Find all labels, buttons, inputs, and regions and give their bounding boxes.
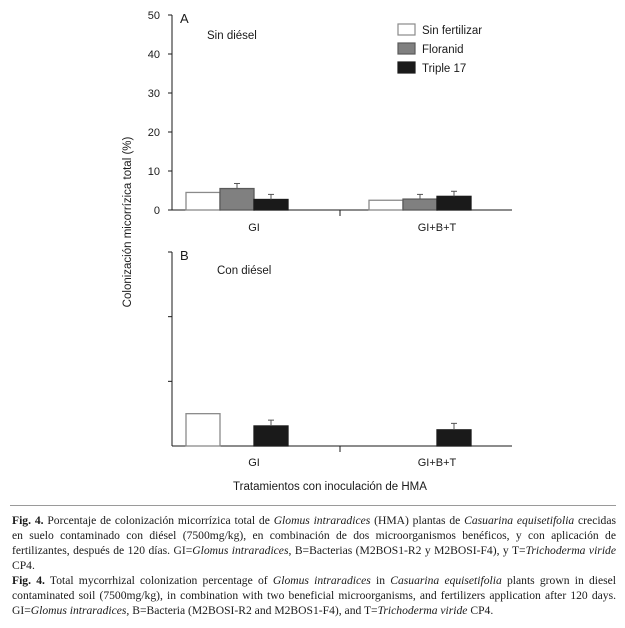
caption-en-part-6: B=Bacteria (M2BOSI-R2 and M2BOS1-F4), and T= (129, 604, 378, 617)
caption-label-en: Fig. 4. (12, 574, 45, 587)
legend-label: Sin fertilizar (422, 25, 483, 37)
y-tick-label: 0 (153, 205, 160, 217)
caption-es-part-1: Glomus intraradices (273, 514, 371, 527)
bar-triple-17 (437, 430, 471, 446)
panel-label: B (180, 248, 189, 263)
panel-title: Con diésel (217, 265, 272, 277)
y-tick-label: 10 (147, 166, 160, 178)
caption-spanish (12, 513, 616, 573)
caption-es-part-2: (HMA) plantas de (370, 514, 465, 527)
legend-label: Floranid (422, 44, 464, 56)
caption-en-part-7: Trichoderma viride (377, 604, 468, 617)
caption-text-en (12, 574, 616, 617)
caption-label-es: Fig. 4. (12, 514, 44, 527)
bar-sin-fertilizar (186, 414, 220, 446)
caption-es-part-4: crecidas en suelo contaminado con diésel (7500mg/kg), en combinación de dos microorganismos benéficos, y con aplicación de fertilizantes, después de 120 días. GI= (12, 514, 617, 557)
x-category-label: GI+B+T (417, 457, 457, 469)
legend-swatch (398, 62, 415, 73)
bar-sin-fertilizar (186, 192, 220, 210)
caption-en-part-3: Casuarina equisetifolia (390, 574, 502, 587)
panel-b (168, 248, 512, 469)
caption-en-part-0: Total mycorrhizal colonization percentage of (44, 574, 273, 587)
legend-swatch (398, 43, 415, 54)
caption-en-part-1: Glomus intraradices (272, 574, 371, 587)
y-tick-label: 40 (147, 49, 160, 61)
bar-triple-17 (254, 426, 288, 446)
bar-triple-17 (437, 196, 471, 210)
legend-swatch (398, 24, 415, 35)
caption-es-part-6: , B=Bacterias (M2BOS1-R2 y M2BOSI-F4), y T= (288, 544, 526, 557)
caption-en-part-4: plants grown in diesel contaminated soil (7500mg/kg), in combination with two beneficial microorganisms, and fertilizers application after 120 days. GI= (12, 574, 617, 617)
caption-en-part-2: in (370, 574, 391, 587)
caption-es-part-3: Casuarina equisetifolia (464, 514, 575, 527)
y-tick-label: 20 (147, 127, 160, 139)
x-category-label: GI+B+T (417, 222, 457, 234)
bar-floranid (403, 199, 437, 210)
legend-label: Triple 17 (422, 63, 467, 75)
caption-en-part-8: CP4. (467, 604, 494, 617)
caption-es-part-7: Trichoderma viride (525, 544, 616, 557)
caption-es-part-5: Glomus intraradices (192, 544, 289, 557)
x-category-label: GI (248, 222, 260, 234)
caption-divider (10, 505, 616, 506)
x-category-label: GI (248, 457, 260, 469)
y-tick-label: 50 (147, 10, 160, 22)
bar-floranid (220, 189, 254, 210)
caption-text-es (12, 514, 616, 572)
caption-en-part-5: Glomus intraradices, (30, 604, 130, 617)
y-axis-label: Colonización micorrízica total (%) (122, 136, 134, 308)
bar-sin-fertilizar (369, 200, 403, 210)
caption-english (12, 573, 616, 618)
panel-title: Sin diésel (207, 30, 257, 42)
y-tick-label: 30 (147, 88, 160, 100)
x-axis-label: Tratamientos con inoculación de HMA (233, 481, 427, 493)
legend (398, 24, 482, 75)
bar-triple-17 (254, 199, 288, 210)
caption-es-part-0: Porcentaje de colonización micorrízica total de (43, 514, 274, 527)
figure-caption (12, 513, 616, 618)
panel-label: A (180, 11, 189, 26)
caption-es-part-8: CP4. (12, 559, 35, 572)
